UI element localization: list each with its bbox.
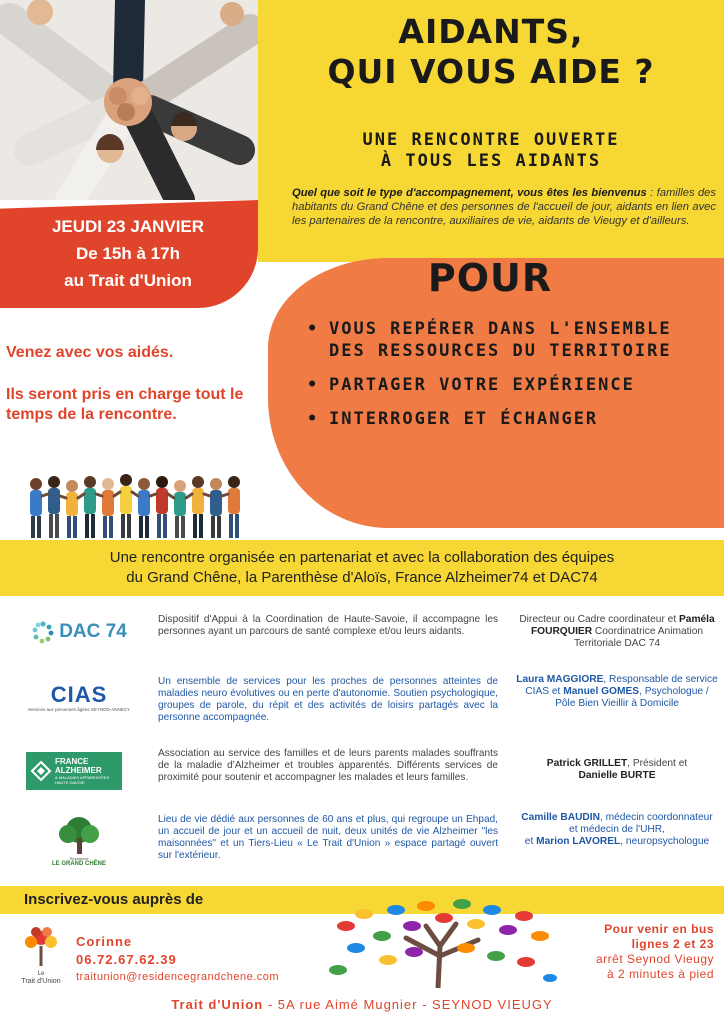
bus-info bbox=[562, 922, 714, 982]
dac74-contact-pre: Directeur ou Cadre coordinateur et bbox=[519, 614, 679, 625]
footer-address bbox=[0, 996, 724, 1014]
pour-point-text: INTERROGER ET ÉCHANGER bbox=[329, 409, 599, 429]
pour-heading: POUR bbox=[427, 256, 553, 300]
crowd-illustration bbox=[24, 470, 254, 550]
contact-name: Corinne bbox=[76, 934, 133, 949]
france-alzheimer-contact-name-2: Danielle BURTE bbox=[578, 770, 656, 781]
bullet-icon: • bbox=[307, 319, 320, 339]
trait-union-logo-icon bbox=[16, 926, 66, 966]
subtitle bbox=[258, 130, 724, 172]
pour-point-text: VOUS REPÉRER DANS L'ENSEMBLE DES RESSOURCES DU TERRITOIRE bbox=[329, 319, 672, 361]
bullet-icon: • bbox=[307, 409, 320, 429]
subtitle-line-1: UNE RENCONTRE OUVERTE bbox=[362, 130, 620, 150]
pour-points bbox=[307, 318, 719, 442]
france-alzheimer-logo-sub: & MALADIES APPARENTÉES bbox=[55, 775, 110, 780]
footer-street: - 5A rue Aimé Mugnier - SEYNOD VIEUGY bbox=[263, 997, 553, 1012]
intro-rest: : familles des habitants du Grand Chêne et des personnes de l'accueil de jour, aidants en lien avec les partenaires de la rencontre, auxiliaires de vie, aidants de Vieugy et d'ailleurs. bbox=[292, 187, 716, 227]
cias-contact-mid: , Responsable de service CIAS et bbox=[525, 674, 718, 697]
pour-point-text: PARTAGER VOTRE EXPÉRIENCE bbox=[329, 375, 635, 395]
oak-tree-icon bbox=[56, 816, 102, 856]
france-alzheimer-contact bbox=[516, 758, 718, 782]
grand-chene-description: Lieu de vie dédié aux personnes de 60 ans et plus, qui regroupe un Ehpad, un accueil de jour et un accueil de nuit, deux unités de vie Alzheimer "les maisonnées" et un Tiers-Lieu « Le Trait d'Union » espace partagé ouvert sur l'extérieur. bbox=[158, 814, 498, 861]
bus-line-2: lignes 2 et 23 bbox=[631, 937, 714, 951]
intro-text bbox=[292, 186, 716, 228]
grand-chene-contact-mid: , médecin coordonnateur et médecin de l'UHR, bbox=[569, 812, 713, 835]
grand-chene-contact-name-2: Marion LAVOREL bbox=[536, 836, 621, 847]
grand-chene-contact-name-1: Camille BAUDIN bbox=[521, 812, 600, 823]
france-alzheimer-logo-icon bbox=[30, 760, 52, 782]
bullet-icon: • bbox=[307, 375, 320, 395]
footer-name: Trait d'Union bbox=[171, 997, 264, 1012]
france-alzheimer-logo-text bbox=[55, 757, 109, 785]
dac74-logo-icon bbox=[31, 620, 55, 644]
cias-contact bbox=[516, 674, 718, 710]
bus-line-3: arrêt Seynod Vieugy bbox=[595, 952, 714, 966]
france-alzheimer-logo bbox=[26, 752, 122, 790]
main-title bbox=[258, 12, 724, 92]
dac74-logo-text: DAC 74 bbox=[59, 621, 127, 642]
contact-phone[interactable]: 06.72.67.62.39 bbox=[76, 952, 177, 967]
cias-contact-post: , Psychologue / Pôle Bien Vieillir à Domicile bbox=[555, 686, 709, 709]
grand-chene-contact bbox=[516, 812, 718, 848]
colorful-tree-illustration bbox=[326, 896, 558, 988]
event-date: JEUDI 23 JANVIER bbox=[51, 217, 205, 236]
grand-chene-contact-pre: et bbox=[524, 836, 537, 847]
event-time: De 15h à 17h bbox=[76, 244, 180, 263]
partner-row-cias bbox=[0, 672, 724, 744]
pris-en-charge-message: Ils seront pris en charge tout le temps de la rencontre. bbox=[6, 386, 244, 423]
partnership-text bbox=[0, 548, 724, 588]
title-line-2: QUI VOUS AIDE ? bbox=[327, 52, 655, 91]
france-alzheimer-contact-name-1: Patrick GRILLET bbox=[546, 758, 628, 769]
partnership-line-2: du Grand Chêne, la Parenthèse d'Aloïs, France Alzheimer74 et DAC74 bbox=[126, 569, 598, 586]
grand-chene-logo-sub: Résidence bbox=[69, 856, 89, 861]
cias-logo-text: CIAS bbox=[50, 682, 108, 707]
partner-row-france-alzheimer bbox=[0, 744, 724, 816]
cias-logo-subtitle: Services aux personnes âgées SEYNOD-ANNECY bbox=[27, 707, 131, 712]
bus-line-4: à 2 minutes à pied bbox=[606, 967, 714, 981]
partnership-line-1: Une rencontre organisée en partenariat et avec la collaboration des équipes bbox=[109, 549, 615, 566]
trait-union-logo bbox=[16, 926, 66, 988]
dac74-description: Dispositif d'Appui à la Coordination de Haute-Savoie, il accompagne les personnes ayant un parcours de santé complexe et/ou leurs aidants. bbox=[158, 614, 498, 637]
partner-row-grand-chene bbox=[0, 812, 724, 884]
bus-line-1: Pour venir en bus bbox=[604, 922, 714, 936]
france-alzheimer-logo-line-1: FRANCE bbox=[55, 757, 89, 766]
grand-chene-logo bbox=[20, 814, 138, 870]
dac74-contact-post: Coordinatrice Animation Territoriale DAC 74 bbox=[573, 626, 704, 649]
france-alzheimer-logo-line-2: ALZHEIMER bbox=[55, 766, 102, 775]
cias-logo bbox=[20, 676, 138, 720]
trait-union-logo-line-2: Trait d'Union bbox=[21, 978, 61, 985]
pour-point bbox=[307, 374, 719, 396]
intro-bold: Quel que soit le type d'accompagnement, vous êtes les bienvenus bbox=[292, 187, 647, 199]
france-alzheimer-description: Association au service des familles et de leurs parents malades souffrants de la maladie d'Alzheimer et troubles apparentés. Différents services de proximité pour soutenir et accompagner les malades et leurs familles. bbox=[158, 748, 498, 783]
france-alzheimer-logo-sub-2: HAUTE-SAVOIE bbox=[55, 780, 85, 785]
date-banner-text bbox=[10, 213, 246, 294]
venez-message: Venez avec vos aidés. bbox=[6, 344, 174, 361]
dac74-contact bbox=[516, 614, 718, 650]
dac74-contact-name: Paméla FOURQUIER bbox=[530, 614, 715, 637]
title-line-1: AIDANTS, bbox=[398, 12, 584, 51]
contact-email[interactable]: traitunion@residencegrandchene.com bbox=[76, 971, 280, 983]
dac74-logo bbox=[20, 614, 138, 650]
cias-contact-name-1: Laura MAGGIORE bbox=[516, 674, 604, 685]
event-place: au Trait d'Union bbox=[64, 271, 192, 290]
grand-chene-contact-post: , neuropsychologue bbox=[620, 836, 710, 847]
france-alzheimer-contact-mid: , Président et bbox=[627, 758, 688, 769]
pour-point bbox=[307, 408, 719, 430]
pour-point bbox=[307, 318, 719, 362]
trait-union-logo-line-1: Le bbox=[37, 971, 45, 977]
cias-description: Un ensemble de services pour les proches de personnes atteintes de maladies neuro évolutives ou en perte d'autonomie. Soutien psychologique, groupes de parole, du répit et des activités de loisirs partagés avec la personne accompagnée. bbox=[158, 676, 498, 723]
hands-together-photo bbox=[0, 0, 258, 200]
register-heading: Inscrivez-vous auprès de bbox=[24, 891, 204, 908]
cias-contact-name-2: Manuel GOMES bbox=[563, 686, 640, 697]
subtitle-line-2: À TOUS LES AIDANTS bbox=[380, 151, 602, 171]
grand-chene-logo-text: LE GRAND CHÊNE bbox=[51, 861, 106, 867]
